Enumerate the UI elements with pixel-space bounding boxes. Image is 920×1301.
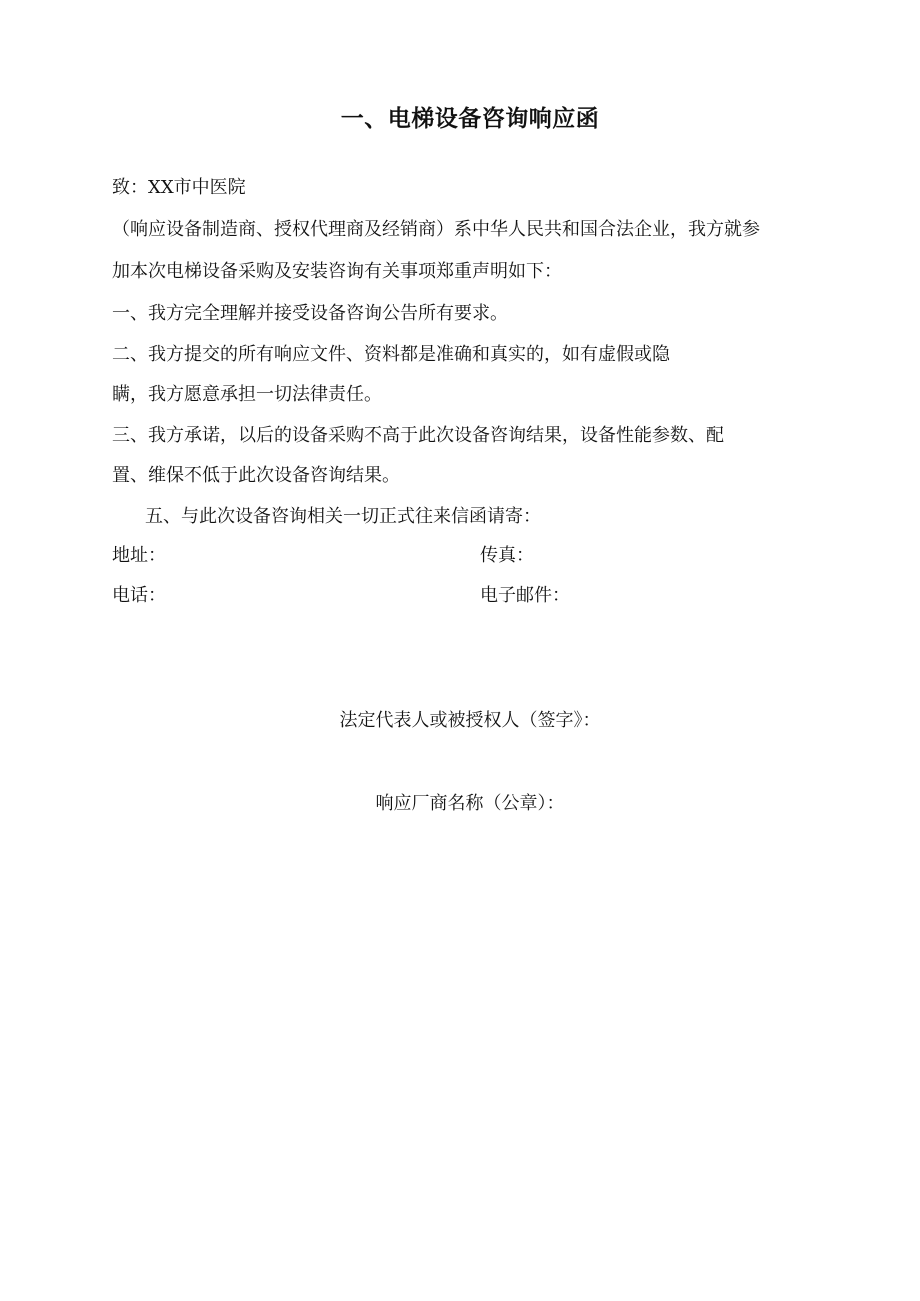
statement-item-2-line-2: 瞒，我方愿意承担一切法律责任。 xyxy=(112,384,382,405)
intro-line-2: 加本次电梯设备采购及安装咨询有关事项郑重声明如下： xyxy=(112,261,562,282)
statement-item-3-line-2: 置、维保不低于此次设备咨询结果。 xyxy=(112,465,400,486)
company-seal-label: 响应厂商名称（公章）： xyxy=(375,793,565,814)
email-label: 电子邮件： xyxy=(480,585,570,606)
recipient-line: 致：XX市中医院 xyxy=(112,177,246,198)
phone-label: 电话： xyxy=(112,585,166,606)
statement-item-2-line-1: 二、我方提交的所有响应文件、资料都是准确和真实的，如有虚假或隐 xyxy=(112,344,670,365)
fax-label: 传真： xyxy=(480,545,534,566)
document-title: 一、电梯设备咨询响应函 xyxy=(340,106,600,132)
statement-item-3-line-1: 三、我方承诺，以后的设备采购不高于此次设备咨询结果，设备性能参数、配 xyxy=(112,425,724,446)
statement-item-5: 五、与此次设备咨询相关一切正式往来信函请寄： xyxy=(145,506,541,527)
representative-signature-label: 法定代表人或被授权人（签字》： xyxy=(339,710,601,731)
statement-item-1: 一、我方完全理解并接受设备咨询公告所有要求。 xyxy=(112,303,508,324)
address-label: 地址： xyxy=(112,545,166,566)
intro-line-1: （响应设备制造商、授权代理商及经销商）系中华人民共和国合法企业，我方就参 xyxy=(112,219,760,240)
